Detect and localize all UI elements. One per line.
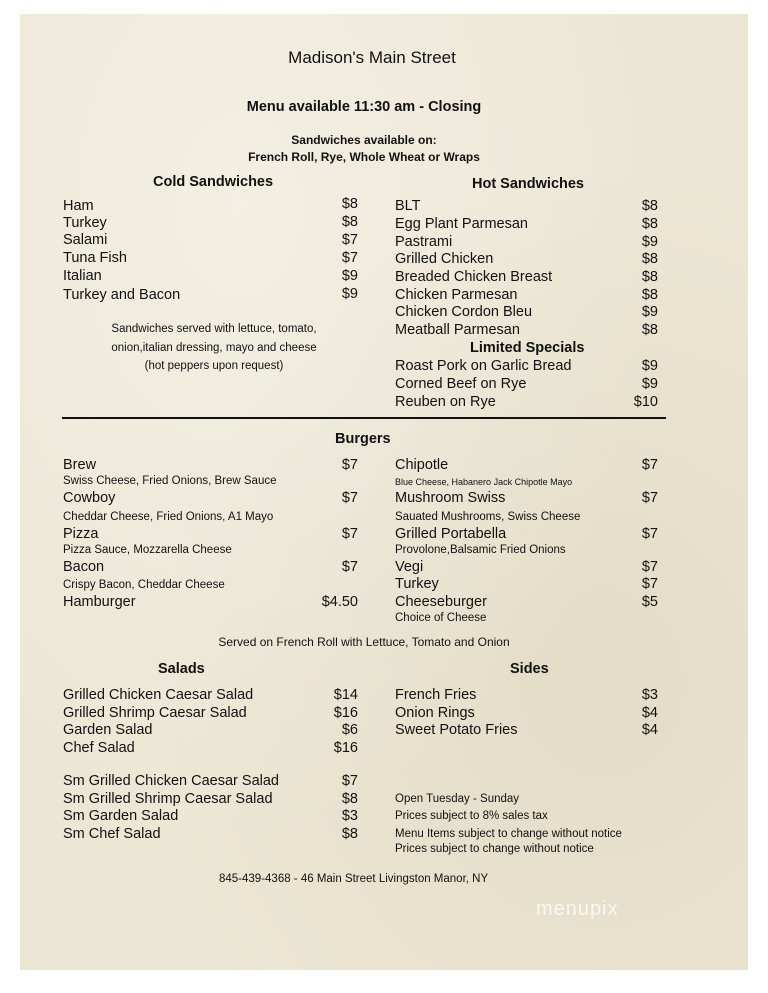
menu-item-price: $8 — [641, 251, 658, 267]
menu-item-name: Grilled Chicken — [395, 251, 494, 267]
menu-item-name: French Fries — [395, 687, 477, 703]
menu-item-price: $7 — [641, 490, 658, 506]
menu-item-description: Choice of Cheese — [395, 612, 487, 624]
menu-item-description: Sauated Mushrooms, Swiss Cheese — [395, 511, 581, 523]
menu-item-price: $7 — [341, 773, 358, 789]
menu-item-name: Pizza — [63, 526, 99, 542]
menu-item-name: Turkey — [63, 215, 107, 231]
menu-item-price: $8 — [641, 216, 658, 232]
menu-item-price: $7 — [641, 457, 658, 473]
info-tax: Prices subject to 8% sales tax — [395, 810, 548, 822]
menu-item-name: Mushroom Swiss — [395, 490, 506, 506]
menu-item-name: Grilled Portabella — [395, 526, 507, 542]
menu-item-name: Corned Beef on Rye — [395, 376, 527, 392]
menu-item-name: Grilled Chicken Caesar Salad — [63, 687, 254, 703]
hot-sandwiches-heading: Hot Sandwiches — [472, 176, 584, 192]
menu-item-description: Pizza Sauce, Mozzarella Cheese — [63, 544, 232, 556]
menu-item-price: $10 — [633, 394, 658, 410]
menu-item-description: Cheddar Cheese, Fried Onions, A1 Mayo — [63, 511, 274, 523]
salads-heading: Salads — [158, 661, 205, 677]
menu-item-price: $7 — [641, 576, 658, 592]
menu-item-name: Cowboy — [63, 490, 116, 506]
menu-item-price: $8 — [641, 322, 658, 338]
menu-item-price: $5 — [641, 594, 658, 610]
menu-item-price: $8 — [341, 214, 358, 230]
info-hours: Open Tuesday - Sunday — [395, 793, 520, 805]
section-divider — [62, 417, 666, 419]
menu-item-name: Breaded Chicken Breast — [395, 269, 553, 285]
menu-item-name: Turkey and Bacon — [63, 287, 181, 303]
menu-item-name: Pastrami — [395, 234, 453, 250]
sandwich-bread-label: Sandwiches available on: — [291, 133, 437, 147]
menu-item-name: Chicken Parmesan — [395, 287, 518, 303]
menu-item-price: $8 — [341, 791, 358, 807]
menu-item-name: Italian — [63, 268, 102, 284]
menu-item-price: $14 — [333, 687, 358, 703]
menu-item-price: $16 — [333, 740, 358, 756]
menu-item-name: Egg Plant Parmesan — [395, 216, 528, 232]
menu-item-price: $7 — [641, 559, 658, 575]
menu-item-price: $7 — [341, 559, 358, 575]
menu-item-description: Blue Cheese, Habanero Jack Chipotle Mayo — [395, 477, 573, 487]
menu-item-name: Turkey — [395, 576, 439, 592]
menu-item-price: $7 — [341, 232, 358, 248]
menu-item-price: $4 — [641, 705, 658, 721]
menu-item-price: $8 — [341, 196, 358, 212]
menu-item-name: Salami — [63, 232, 108, 248]
menu-item-name: Chicken Cordon Bleu — [395, 304, 533, 320]
menu-item-name: Sm Chef Salad — [63, 826, 161, 842]
menu-item-name: Ham — [63, 198, 94, 214]
menu-item-price: $6 — [341, 722, 358, 738]
menu-item-price: $16 — [333, 705, 358, 721]
burgers-served-note: Served on French Roll with Lettuce, Tomato and Onion — [218, 635, 510, 649]
menu-item-price: $7 — [341, 250, 358, 266]
menu-item-price: $9 — [641, 376, 658, 392]
menu-item-description: Provolone,Balsamic Fried Onions — [395, 544, 566, 556]
menu-item-name: Bacon — [63, 559, 105, 575]
cold-sandwiches-heading: Cold Sandwiches — [153, 174, 274, 190]
menu-item-name: Sweet Potato Fries — [395, 722, 518, 738]
menu-item-price: $4.50 — [321, 594, 358, 610]
menu-item-name: Roast Pork on Garlic Bread — [395, 358, 572, 374]
contact-address: 845-439-4368 - 46 Main Street Livingston Manor, NY — [219, 873, 489, 885]
burgers-heading: Burgers — [335, 431, 391, 447]
menu-item-price: $3 — [341, 808, 358, 824]
availability-hours: Menu available 11:30 am - Closing — [246, 99, 482, 115]
menu-item-price: $9 — [641, 358, 658, 374]
menu-item-price: $9 — [641, 304, 658, 320]
menu-item-name: Meatball Parmesan — [395, 322, 520, 338]
menu-item-price: $8 — [641, 269, 658, 285]
sandwich-served-note: onion,italian dressing, mayo and cheese — [111, 342, 317, 354]
menu-item-name: Reuben on Rye — [395, 394, 496, 410]
menu-item-name: Tuna Fish — [63, 250, 127, 266]
info-price-change: Prices subject to change without notice — [395, 843, 594, 855]
menu-item-price: $9 — [341, 268, 358, 284]
menu-item-description: Swiss Cheese, Fried Onions, Brew Sauce — [63, 475, 277, 487]
menu-item-price: $8 — [641, 198, 658, 214]
menu-item-name: Vegi — [395, 559, 424, 575]
menu-item-description: Crispy Bacon, Cheddar Cheese — [63, 579, 225, 591]
sides-heading: Sides — [510, 661, 549, 677]
sandwich-bread-options: French Roll, Rye, Whole Wheat or Wraps — [248, 150, 480, 164]
menu-item-name: Sm Grilled Chicken Caesar Salad — [63, 773, 279, 789]
sandwich-served-note: Sandwiches served with lettuce, tomato, — [111, 323, 317, 335]
menu-item-name: Onion Rings — [395, 705, 475, 721]
restaurant-title: Madison's Main Street — [288, 48, 456, 67]
menu-item-name: Sm Garden Salad — [63, 808, 179, 824]
info-menu-change: Menu Items subject to change without notice — [395, 828, 622, 840]
menu-item-name: BLT — [395, 198, 421, 214]
watermark-logo: menupix — [536, 898, 619, 920]
menu-item-name: Garden Salad — [63, 722, 153, 738]
menu-item-price: $7 — [341, 526, 358, 542]
menu-item-price: $9 — [641, 234, 658, 250]
menu-item-price: $8 — [641, 287, 658, 303]
menu-item-name: Chef Salad — [63, 740, 135, 756]
menu-item-name: Chipotle — [395, 457, 449, 473]
menu-item-name: Brew — [63, 457, 97, 473]
menu-item-name: Cheeseburger — [395, 594, 487, 610]
menu-item-name: Sm Grilled Shrimp Caesar Salad — [63, 791, 273, 807]
limited-specials-heading: Limited Specials — [470, 340, 585, 356]
menu-item-price: $4 — [641, 722, 658, 738]
sandwich-served-note: (hot peppers upon request) — [144, 360, 284, 372]
menu-item-name: Grilled Shrimp Caesar Salad — [63, 705, 247, 721]
menu-item-name: Hamburger — [63, 594, 136, 610]
menu-item-price: $8 — [341, 826, 358, 842]
menu-item-price: $9 — [341, 286, 358, 302]
menu-item-price: $7 — [341, 490, 358, 506]
menu-item-price: $7 — [641, 526, 658, 542]
menu-item-price: $7 — [341, 457, 358, 473]
menu-item-price: $3 — [641, 687, 658, 703]
